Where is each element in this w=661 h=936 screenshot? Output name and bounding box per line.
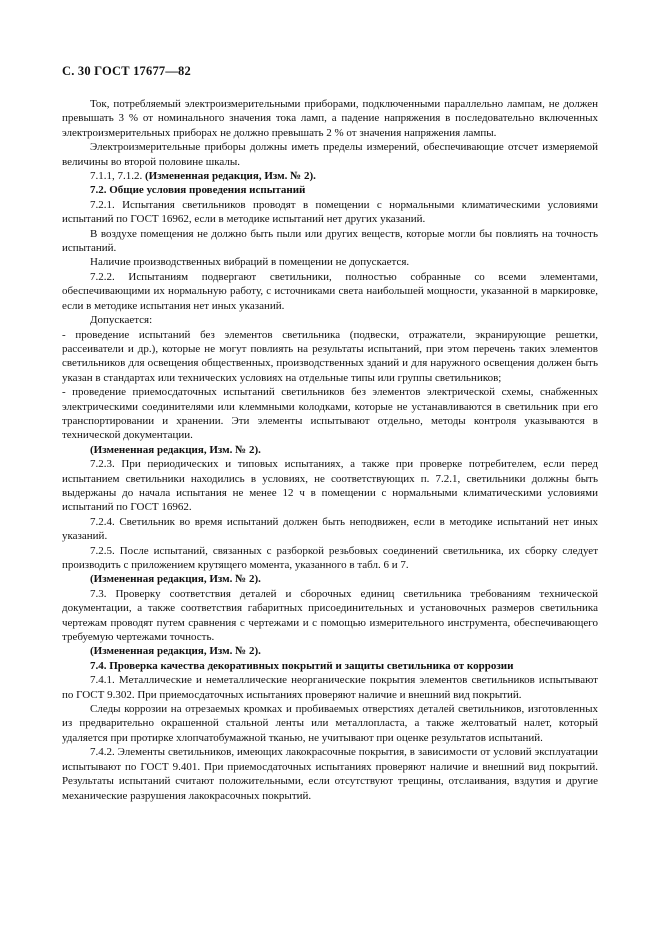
paragraph: 7.2.5. После испытаний, связанных с разборкой резьбовых соединений светильника, их сборку следует производить с приложением крутящего момента, указанного в табл. 6 и 7. (62, 544, 598, 571)
amendment-note: (Измененная редакция, Изм. № 2). (90, 573, 261, 586)
paragraph: Следы коррозии на отрезаемых кромках и пробиваемых отверстиях деталей светильников, изготовленных из предварительно окрашенной стальной ленты или металлопласта, а также желтоватый налет, который удаляется при протирке хлопчатобумажной тканью, не учитывают при оценке результатов испытаний. (62, 703, 598, 744)
clause-ref: 7.1.1, 7.1.2. (90, 170, 143, 183)
paragraph: Ток, потребляемый электроизмерительными приборами, подключенными параллельно лампам, не должен превышать 3 % от номинального значения тока ламп, а падение напряжения в последовательно включенных электроизмерительных приборах не должно превышать 2 % от значения напряжения лампы. (62, 98, 598, 139)
paragraph: Допускается: (90, 314, 153, 327)
amendment-note: (Измененная редакция, Изм. № 2). (90, 443, 261, 456)
paragraph: В воздухе помещения не должно быть пыли или других веществ, которые могли бы повлиять на точность испытаний. (62, 227, 598, 255)
paragraph: 7.2.3. При периодических и типовых испытаниях, а также при проверке потребителем, если перед испытанием светильники находились в условиях, не соответствующих п. 7.2.1, светильники должны быть выдержаны до начала испытания не менее 12 ч в помещении с нормальными климатическими условиями испытаний по ГОСТ 16962. (62, 458, 598, 514)
section-heading: 7.4. Проверка качества декоративных покрытий и защиты светильника от коррозии (90, 659, 514, 672)
amendment-note: (Измененная редакция, Изм. № 2). (145, 170, 316, 183)
paragraph: 7.2.4. Светильник во время испытаний должен быть неподвижен, если в методике испытаний нет иных указаний. (62, 515, 598, 543)
paragraph: 7.2.2. Испытаниям подвергают светильники, полностью собранные со всеми элементами, обеспечивающими их нормальную работу, с источниками света наибольшей мощности, указанной в маркировке, если в методике испытания нет иных указаний. (62, 270, 598, 312)
document-body (62, 97, 598, 803)
paragraph (62, 169, 598, 183)
paragraph: 7.2.1. Испытания светильников проводят в помещении с нормальными климатическими условиями испытаний по ГОСТ 16962, если в методике испытаний нет других указаний. (62, 198, 598, 226)
amendment-note: (Измененная редакция, Изм. № 2). (90, 645, 261, 658)
list-item: - проведение приемосдаточных испытаний светильников без элементов электрической схемы, снабженных электрическими соединителями или клеммными колодками, которые не устанавливаются в светильник при его транспортировании и хранении. Эти элементы испытывают отдельно, методы контроля указываются в технической документации. (62, 386, 598, 442)
paragraph: 7.4.2. Элементы светильников, имеющих лакокрасочные покрытия, в зависимости от условий эксплуатации испытывают по ГОСТ 9.401. При приемосдаточных испытаниях проверяют наличие и внешний вид покрытий. Результаты испытаний считают положительными, если отсутствуют трещины, отслаивания, вздутия и другие механические разрушения лакокрасочных покрытий. (62, 746, 598, 802)
paragraph: 7.4.1. Металлические и неметаллические неорганические покрытия элементов светильников испытывают по ГОСТ 9.302. При приемосдаточных испытаниях проверяют наличие и внешний вид покрытий. (62, 674, 598, 701)
list-item: - проведение испытаний без элементов светильника (подвески, отражатели, экранирующие решетки, рассеиватели и др.), которые не могут повлиять на результаты испытаний, при этом перечень таких элементов светильников для освещения общественных, производственных зданий и для наружного освещения должен быть указан в стандартах или технических условиях на отдельные типы или группы светильников; (62, 328, 598, 384)
paragraph: 7.3. Проверку соответствия деталей и сборочных единиц светильника требованиям технической документации, а также соответствия габаритных присоединительных и установочных размеров светильника чертежам проводят путем сравнения с чертежами и с помощью измерительного инструмента, обеспечивающего требуемую чертежами точность. (62, 587, 598, 644)
paragraph: Электроизмерительные приборы должны иметь пределы измерений, обеспечивающие отсчет измеряемой величины во второй половине шкалы. (62, 141, 598, 168)
paragraph: Наличие производственных вибраций в помещении не допускается. (90, 256, 410, 269)
page-header: С. 30 ГОСТ 17677—82 (62, 64, 191, 78)
section-heading: 7.2. Общие условия проведения испытаний (90, 184, 306, 197)
